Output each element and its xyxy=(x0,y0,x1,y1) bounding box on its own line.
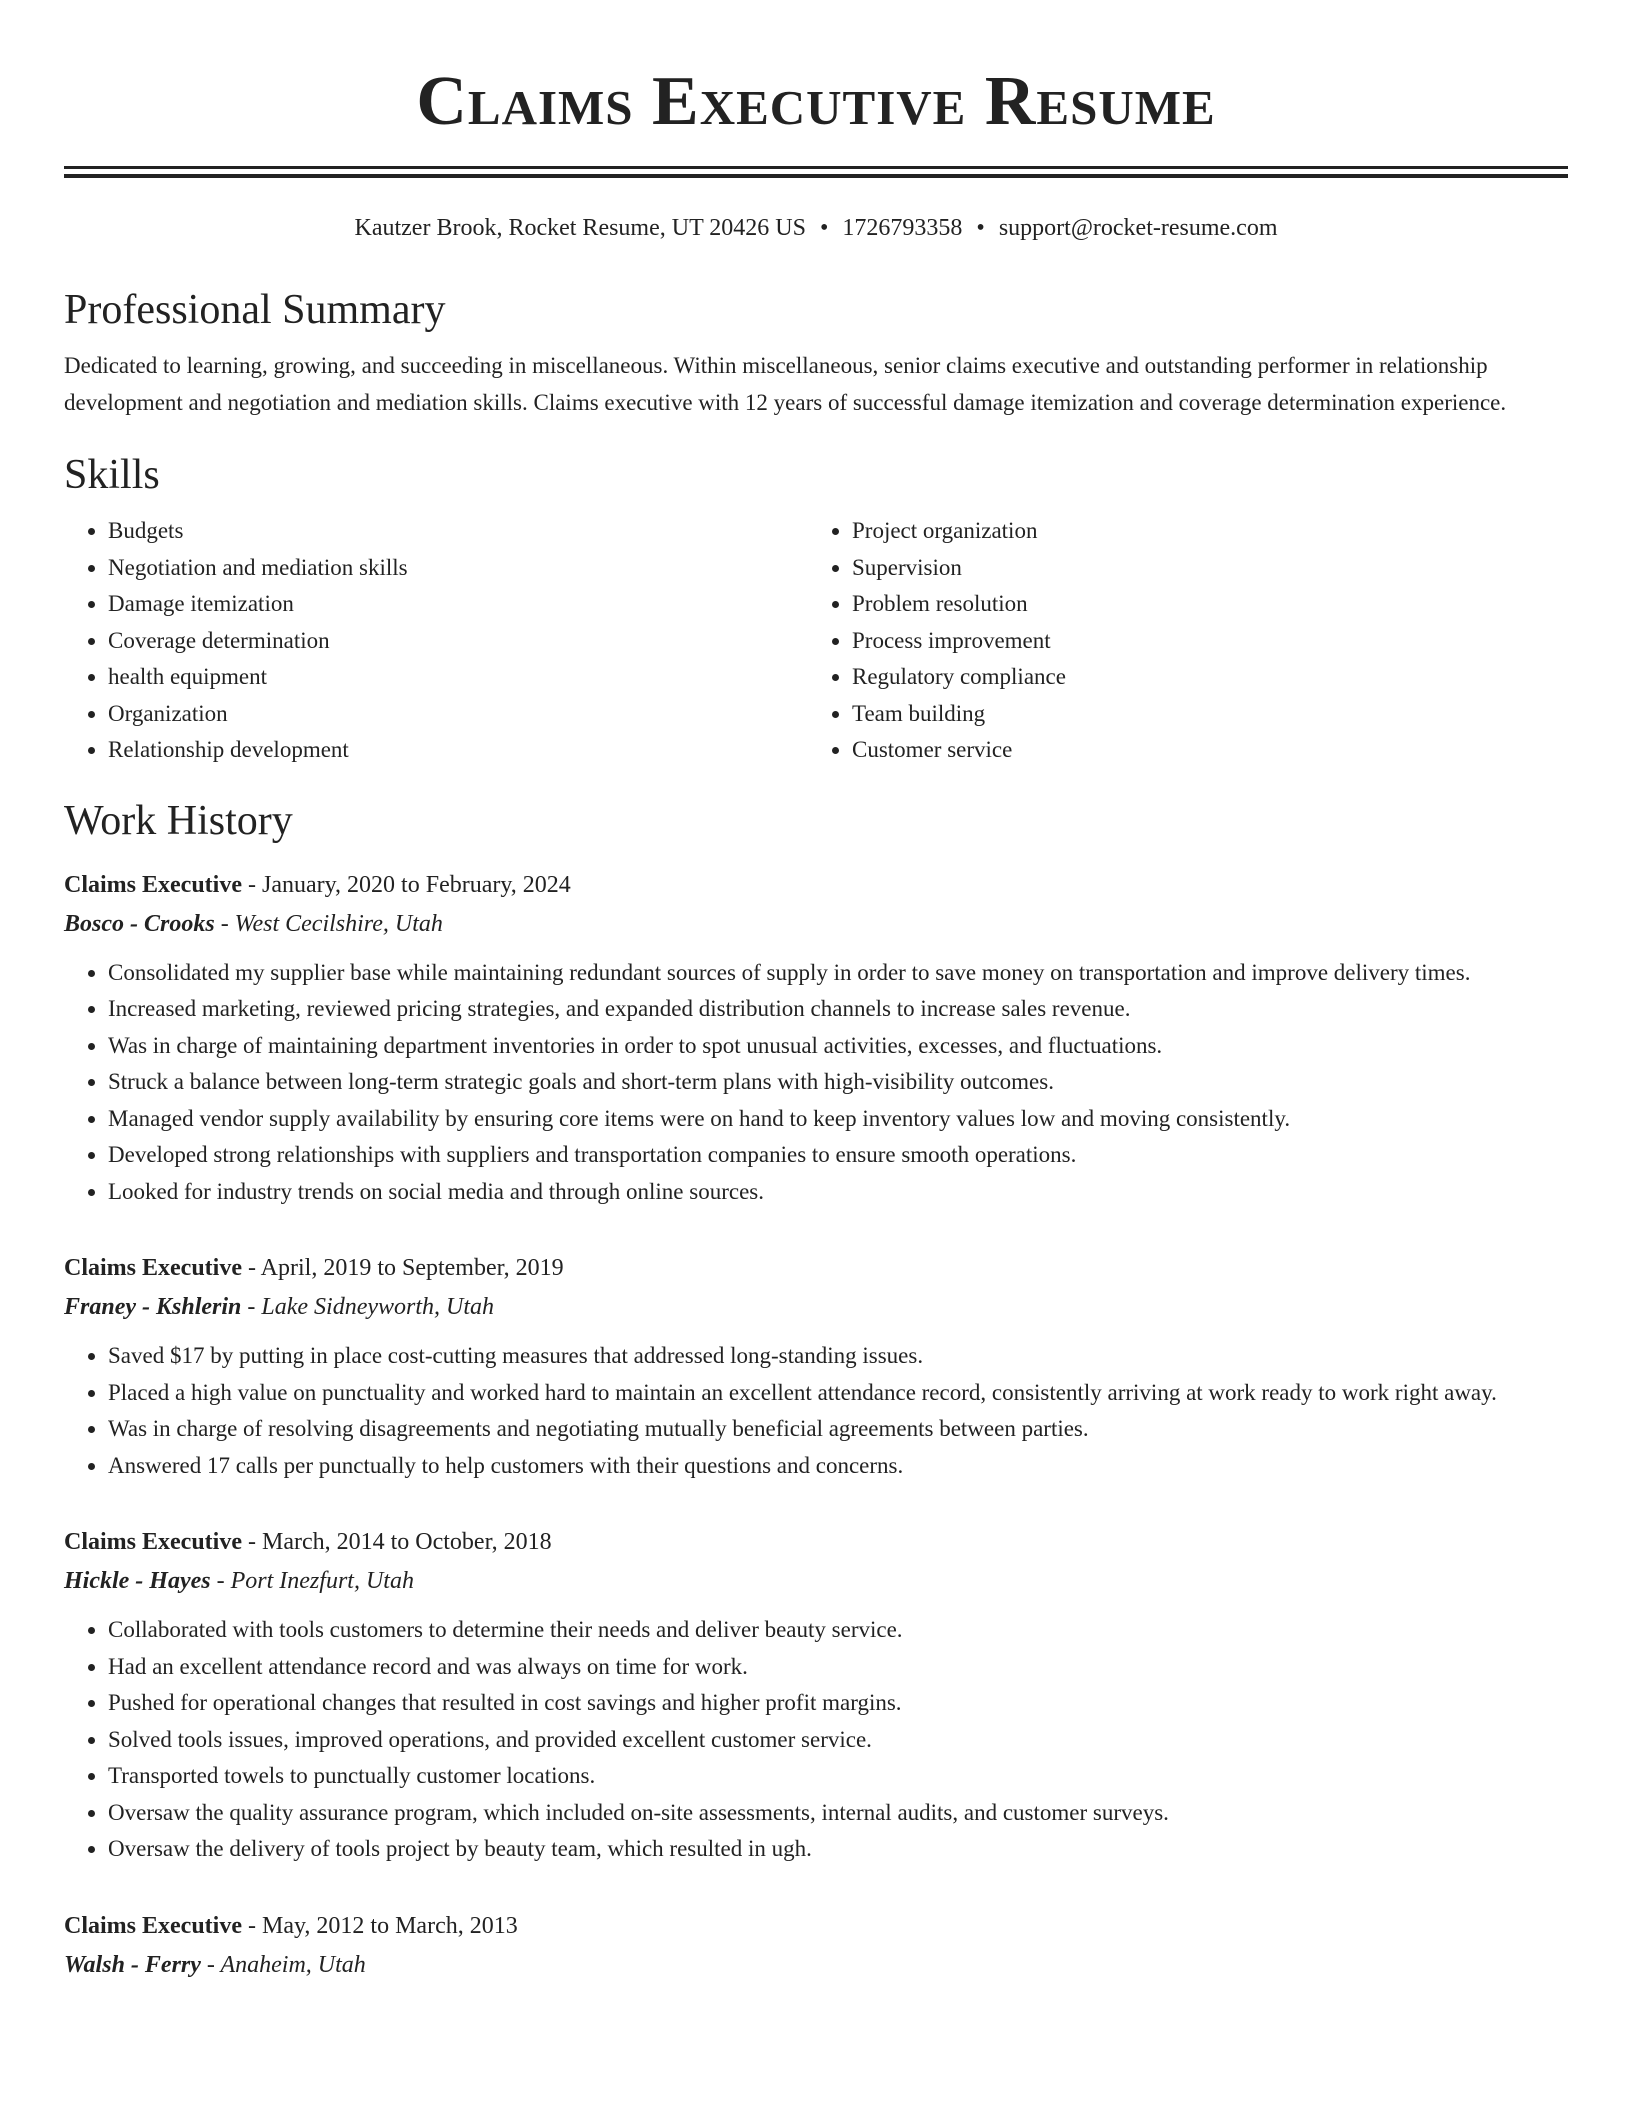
job-dates: - January, 2020 to February, 2024 xyxy=(241,871,571,898)
contact-separator: • xyxy=(820,215,829,241)
skills-list-right xyxy=(808,513,1552,769)
job-location: - Port Inezfurt, Utah xyxy=(210,1568,414,1594)
skill-item: • Customer service xyxy=(852,732,1552,769)
job-company: Bosco - Crooks xyxy=(64,910,215,937)
job-bullets xyxy=(64,955,1568,1211)
job-location: - Lake Sidneyworth, Utah xyxy=(241,1294,495,1320)
job-entry xyxy=(64,867,1568,1211)
job-location: - West Cecilshire, Utah xyxy=(214,910,443,937)
job-role: Claims Executive xyxy=(64,871,242,898)
job-title-line xyxy=(64,1524,1568,1560)
job-bullet: • Transported towels to punctually customer locations. xyxy=(108,1758,1568,1795)
job-role: Claims Executive xyxy=(64,1529,242,1555)
job-bullet: • Pushed for operational changes that resulted in cost savings and higher profit margins. xyxy=(108,1685,1568,1722)
skill-item: • Team building xyxy=(852,696,1552,733)
skills-heading: Skills xyxy=(64,452,160,498)
skill-item: • Organization xyxy=(108,696,808,733)
job-bullet: • Collaborated with tools customers to determine their needs and deliver beauty service. xyxy=(108,1612,1568,1649)
skill-item: • Project organization xyxy=(852,513,1552,550)
skill-item: • Regulatory compliance xyxy=(852,659,1552,696)
title-double-rule xyxy=(64,166,1568,178)
job-bullet: • Oversaw the quality assurance program, which included on-site assessments, internal audits, and customer surveys. xyxy=(108,1795,1568,1832)
job-company: Walsh - Ferry xyxy=(64,1951,201,1978)
job-bullet: • Struck a balance between long-term strategic goals and short-term plans with high-visibility outcomes. xyxy=(108,1064,1568,1101)
skill-item: • Budgets xyxy=(108,513,808,550)
job-dates: - March, 2014 to October, 2018 xyxy=(241,1529,552,1555)
skill-item: • Negotiation and mediation skills xyxy=(108,550,808,587)
job-company: Hickle - Hayes xyxy=(64,1568,211,1594)
job-bullet: • Had an excellent attendance record and was always on time for work. xyxy=(108,1649,1568,1686)
job-bullet: • Managed vendor supply availability by ensuring core items were on hand to keep inventory values low and moving consistently. xyxy=(108,1101,1568,1138)
job-role: Claims Executive xyxy=(64,1255,242,1281)
job-title-line xyxy=(64,867,1568,903)
job-company-line xyxy=(64,1286,1568,1328)
job-bullet: • Solved tools issues, improved operations, and provided excellent customer service. xyxy=(108,1722,1568,1759)
contact-address: Kautzer Brook, Rocket Resume, UT 20426 US xyxy=(354,215,806,241)
skill-item: • health equipment xyxy=(108,659,808,696)
skill-item: • Relationship development xyxy=(108,732,808,769)
skills-columns xyxy=(64,513,1568,769)
contact-separator: • xyxy=(976,215,985,241)
job-bullet: • Placed a high value on punctuality and worked hard to maintain an excellent attendance record, consistently arriving at work ready to work right away. xyxy=(108,1375,1568,1412)
job-company-line xyxy=(64,1944,1568,1986)
job-bullet: • Was in charge of resolving disagreements and negotiating mutually beneficial agreements between parties. xyxy=(108,1411,1568,1448)
skill-item: • Problem resolution xyxy=(852,586,1552,623)
summary-text: Dedicated to learning, growing, and succeeding in miscellaneous. Within miscellaneous, senior claims executive and outstanding performer in relationship development and negotiation and mediation skills. Claims executive with 12 years of successful damage itemization and coverage determination experience. xyxy=(64,353,1507,415)
job-bullet: • Answered 17 calls per punctually to help customers with their questions and concerns. xyxy=(108,1448,1568,1485)
skills-list-left xyxy=(64,513,808,769)
job-title-line xyxy=(64,1908,1568,1944)
skill-item: • Supervision xyxy=(852,550,1552,587)
job-bullets xyxy=(64,1338,1568,1484)
contact-line xyxy=(64,212,1568,244)
job-dates: - May, 2012 to March, 2013 xyxy=(241,1912,518,1939)
resume-title: Claims Executive Resume xyxy=(416,63,1216,140)
job-company-line xyxy=(64,1560,1568,1602)
job-company-line xyxy=(64,903,1568,945)
job-bullet: • Consolidated my supplier base while maintaining redundant sources of supply in order to save money on transportation and improve delivery times. xyxy=(108,955,1568,992)
job-bullet: • Was in charge of maintaining department inventories in order to spot unusual activities, excesses, and fluctuations. xyxy=(108,1028,1568,1065)
job-location: - Anaheim, Utah xyxy=(200,1951,366,1978)
job-entry xyxy=(64,1908,1568,1986)
skill-item: • Damage itemization xyxy=(108,586,808,623)
job-title-line xyxy=(64,1250,1568,1286)
job-bullet: • Increased marketing, reviewed pricing strategies, and expanded distribution channels to increase sales revenue. xyxy=(108,991,1568,1028)
contact-email: support@rocket-resume.com xyxy=(998,215,1278,241)
job-company: Franey - Kshlerin xyxy=(64,1294,242,1320)
contact-phone: 1726793358 xyxy=(842,215,963,241)
job-entry xyxy=(64,1524,1568,1868)
summary-heading: Professional Summary xyxy=(64,287,446,333)
job-bullet: • Oversaw the delivery of tools project by beauty team, which resulted in ugh. xyxy=(108,1831,1568,1868)
skill-item: • Process improvement xyxy=(852,623,1552,660)
job-bullet: • Saved $17 by putting in place cost-cutting measures that addressed long-standing issues. xyxy=(108,1338,1568,1375)
job-dates: - April, 2019 to September, 2019 xyxy=(241,1255,564,1281)
job-entry xyxy=(64,1250,1568,1484)
resume-page xyxy=(64,0,1568,1986)
job-role: Claims Executive xyxy=(64,1912,242,1939)
job-bullet: • Developed strong relationships with suppliers and transportation companies to ensure smooth operations. xyxy=(108,1137,1568,1174)
work-history-heading: Work History xyxy=(64,797,293,844)
job-bullet: • Looked for industry trends on social media and through online sources. xyxy=(108,1174,1568,1211)
skill-item: • Coverage determination xyxy=(108,623,808,660)
job-bullets xyxy=(64,1612,1568,1868)
